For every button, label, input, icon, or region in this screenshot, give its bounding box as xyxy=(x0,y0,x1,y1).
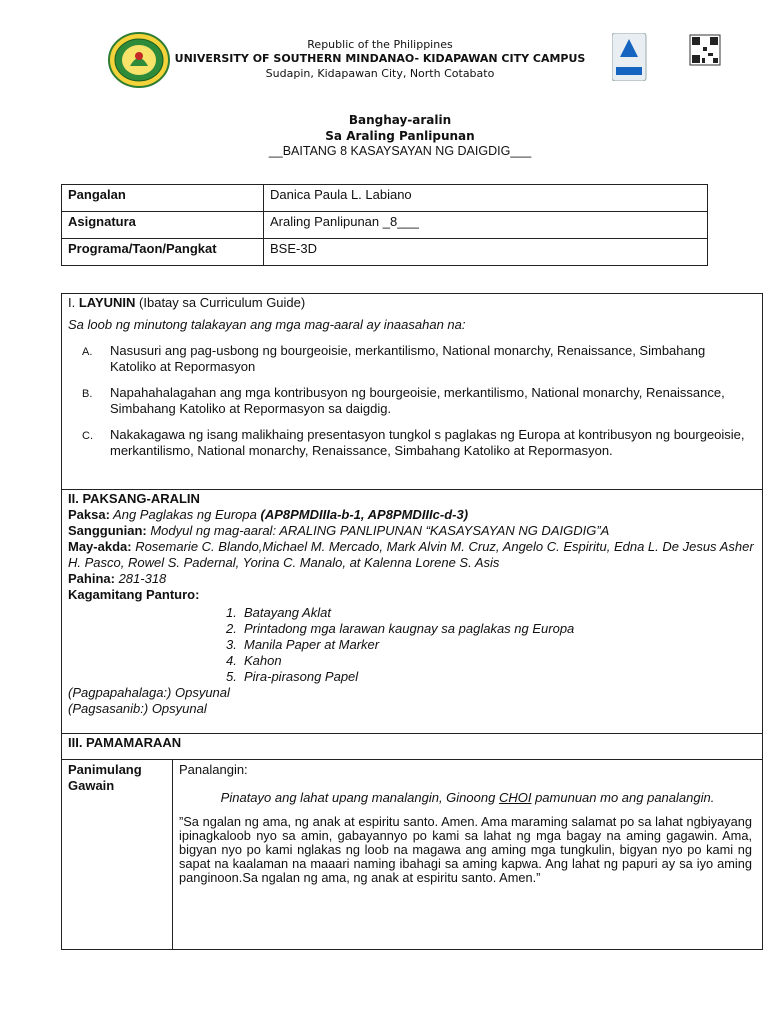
item-number: 2. xyxy=(226,621,237,636)
paksang-aralin-section xyxy=(62,490,762,734)
prayer-text: ”Sa ngalan ng ama, ng anak at espiritu santo. Amen. Ama maraming salamat po sa lahat ngbiyayang ipinagkaloob nyo sa amin, gabayannyo po kami sa lahat ng mga bagay na aming gagawin. Ama, bigyan nyo po kami nglakas ng loob na magawa ang aming mga tungkulin, bigyan nyo po kami ng sapat na kaalaman na maaari naming ibahagi sa aming kapwa. Ang lahat ng papuri ay sa iyo aming panginoon.Sa ngalan ng ama, ng anak at espiritu santo. Amen.” xyxy=(179,814,752,885)
item-letter: B. xyxy=(82,388,93,400)
panimulang-gawain-row xyxy=(62,760,762,950)
field-value: Ang Paglakas ng Europa xyxy=(109,507,261,522)
field-value: Rosemarie C. Blando,Michael M. Mercado, Mark Alvin M. Cruz, Angelo C. Espiritu, Edna L. De Jesus Asher H. Pasco, Rowel S. Padernal, Yorina C. Manalo, at Kalenna Lorene S. Asis xyxy=(68,539,754,570)
panalangin-label: Panalangin: xyxy=(179,762,248,777)
may-akda-line xyxy=(68,539,756,571)
activity-label xyxy=(62,760,173,950)
item-number: 4. xyxy=(226,653,237,668)
student-name: CHOI xyxy=(498,790,532,805)
pamamaraan-section xyxy=(62,734,762,760)
item-text: Batayang Aklat xyxy=(244,605,331,620)
materials-list xyxy=(226,605,756,685)
lesson-plan-table xyxy=(61,293,763,950)
pagpapahalaga-line: (Pagpapahalaga:) Opsyunal xyxy=(68,685,230,700)
kagamitan-label: Kagamitang Panturo: xyxy=(68,587,200,602)
info-label: Programa/Taon/Pangkat xyxy=(62,239,264,266)
section-title: II. PAKSANG-ARALIN xyxy=(68,491,200,506)
list-item xyxy=(82,385,756,417)
paksa-line xyxy=(68,507,756,523)
info-label: Asignatura xyxy=(62,212,264,239)
info-value: Danica Paula L. Labiano xyxy=(264,185,708,212)
campus-address: Sudapin, Kidapawan City, North Cotabato xyxy=(265,67,495,80)
instruction-text: pamunuan mo ang panalangin. xyxy=(531,790,715,805)
item-text: Printadong mga larawan kaugnay sa paglakas ng Europa xyxy=(244,621,575,636)
item-number: 1. xyxy=(226,605,237,620)
item-letter: C. xyxy=(82,430,93,442)
field-label: Sanggunian: xyxy=(68,523,147,538)
info-value: Araling Panlipunan _8___ xyxy=(264,212,708,239)
list-item xyxy=(226,653,756,669)
section-title: LAYUNIN xyxy=(78,295,136,310)
item-text: Kahon xyxy=(244,653,282,668)
info-value: BSE-3D xyxy=(264,239,708,266)
list-item xyxy=(82,343,756,375)
list-item xyxy=(226,669,756,685)
item-text: Nakakagawa ng isang malikhaing presentasyon tungkol s paglakas ng Europa at kontribusyon ng bourgeoisie, merkantilismo, National monarchy, Renaissance, Simbahang Katoliko at Repormasyon. xyxy=(110,427,745,458)
activity-content xyxy=(173,760,762,950)
field-value: Modyul ng mag-aaral: ARALING PANLIPUNAN “KASAYSAYAN NG DAIGDIG”A xyxy=(146,523,610,538)
lesson-plan-title: Banghay-aralin xyxy=(348,113,452,127)
document-header xyxy=(0,0,768,100)
tuv-certification-icon xyxy=(612,33,722,81)
list-item xyxy=(226,605,756,621)
info-table xyxy=(61,184,708,266)
pagsasanib-line: (Pagsasanib:) Opsyunal xyxy=(68,701,207,716)
list-item xyxy=(82,427,756,459)
field-label: May-akda: xyxy=(68,539,132,554)
layunin-intro: Sa loob ng minutong talakayan ang mga mag-aaral ay inaasahan na: xyxy=(68,317,466,332)
item-letter: A. xyxy=(82,346,93,358)
field-label: Pahina: xyxy=(68,571,115,586)
section-number: I. xyxy=(68,295,79,310)
table-row xyxy=(62,185,708,212)
field-value: 281-318 xyxy=(114,571,167,586)
instruction-text: Pinatayo ang lahat upang manalangin, Ginoong xyxy=(220,790,499,805)
competency-code: (AP8PMDIIIa-b-1, AP8PMDIIIc-d-3) xyxy=(260,507,469,522)
item-text: Nasusuri ang pag-usbong ng bourgeoisie, merkantilismo, National monarchy, Renaissance, Simbahang Katoliko at Repormasyon xyxy=(110,343,706,374)
lesson-plan-subtitle: Sa Araling Panlipunan xyxy=(325,129,475,143)
pahina-line xyxy=(68,571,756,587)
section-note: (Ibatay sa Curriculum Guide) xyxy=(135,295,306,310)
layunin-section xyxy=(62,294,762,490)
table-row xyxy=(62,239,708,266)
info-label: Pangalan xyxy=(62,185,264,212)
sanggunian-line xyxy=(68,523,756,539)
layunin-heading xyxy=(68,295,756,311)
item-text: Manila Paper at Marker xyxy=(244,637,380,652)
grade-level-line: __BAITANG 8 KASAYSAYAN NG DAIGDIG___ xyxy=(268,144,532,158)
item-number: 3. xyxy=(226,637,237,652)
item-text: Pira-pirasong Papel xyxy=(244,669,359,684)
list-item xyxy=(226,637,756,653)
activity-label-line: Panimulang xyxy=(68,762,142,777)
list-item xyxy=(226,621,756,637)
item-number: 5. xyxy=(226,669,237,684)
field-label: Paksa: xyxy=(68,507,110,522)
republic-line: Republic of the Philippines xyxy=(307,38,453,51)
prayer-instruction xyxy=(179,790,756,805)
activity-label-line: Gawain xyxy=(68,778,115,793)
item-text: Napahahalagahan ang mga kontribusyon ng bourgeoisie, merkantilismo, National monarchy, Renaissance, Simbahang Katoliko at Repormasyon sa daigdig. xyxy=(110,385,725,416)
section-title: III. PAMAMARAAN xyxy=(68,735,182,750)
university-name: UNIVERSITY OF SOUTHERN MINDANAO- KIDAPAWAN CITY CAMPUS xyxy=(174,52,586,65)
table-row xyxy=(62,212,708,239)
certification-badge xyxy=(612,33,722,81)
